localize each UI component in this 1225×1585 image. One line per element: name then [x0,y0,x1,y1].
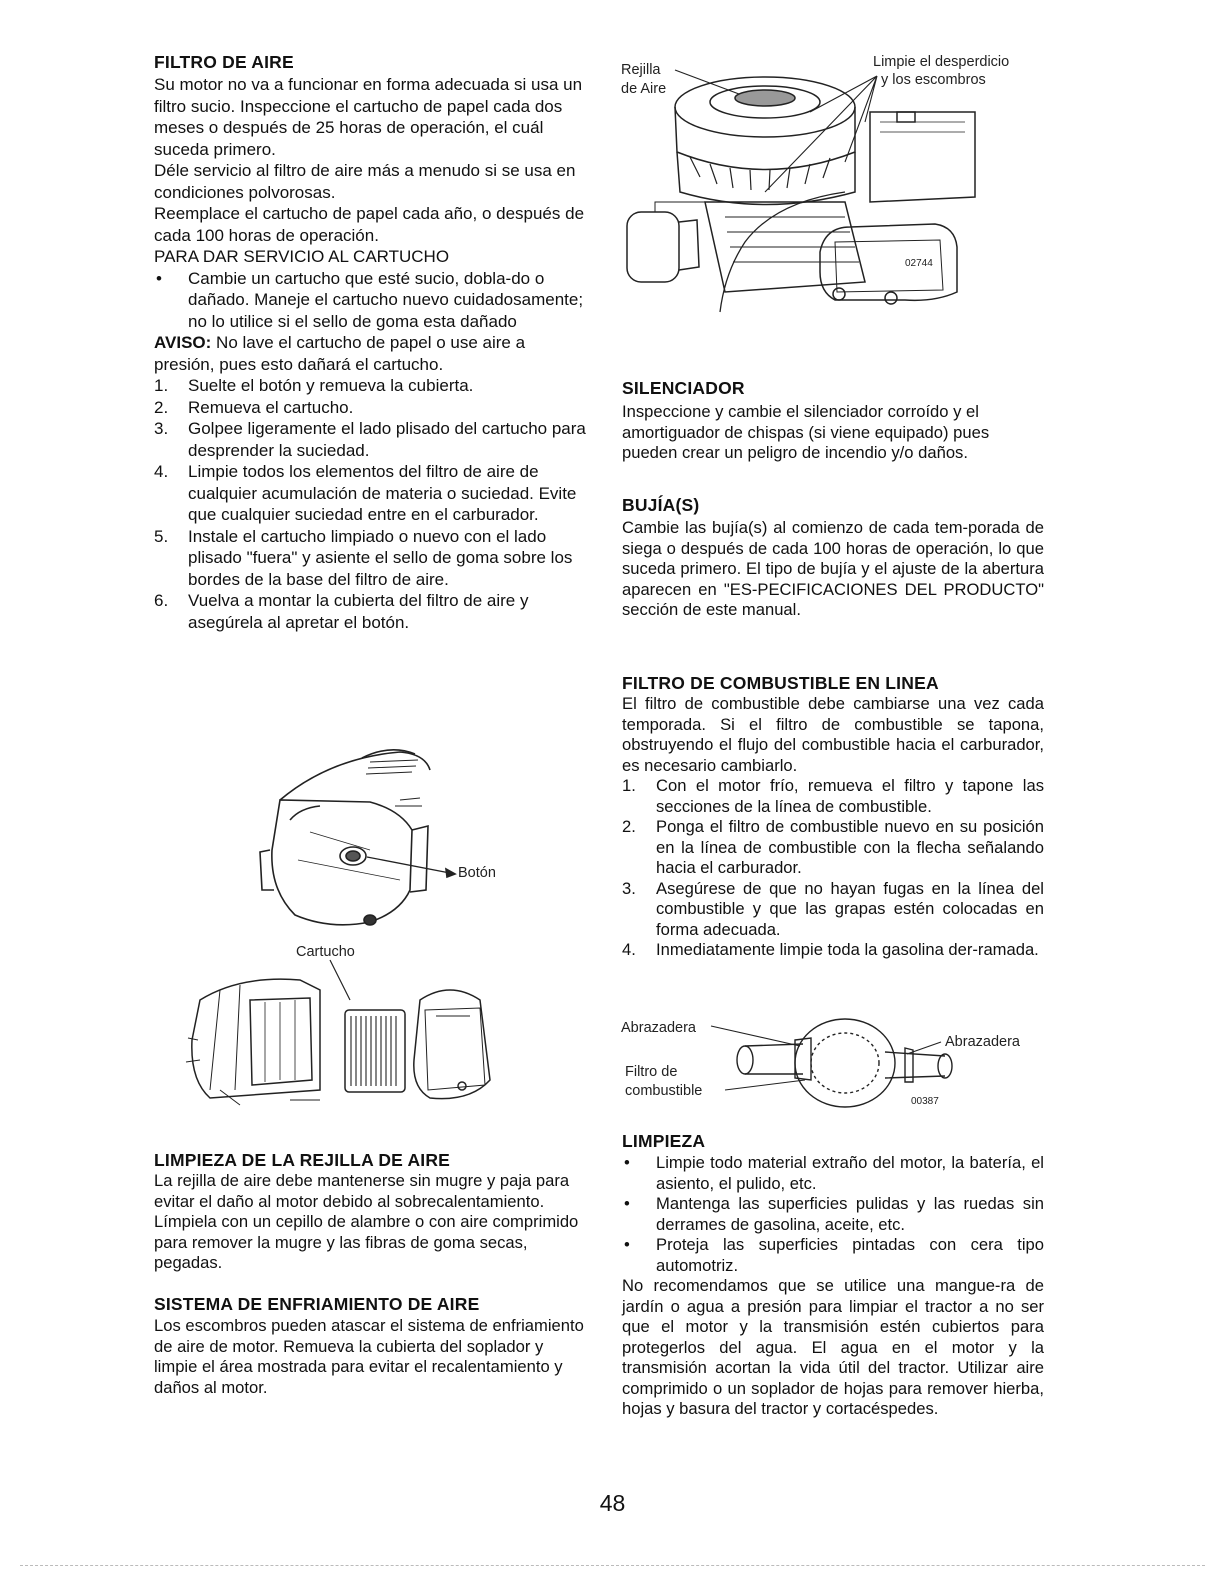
bullet-marker: • [624,1194,630,1213]
list-item [622,940,1044,961]
step-number: 5. [154,526,169,546]
step-text: Golpee ligeramente el lado plisado del cartucho para desprender la suciedad. [188,419,586,460]
bullet-text: Cambie un cartucho que esté sucio, dobla-do o dañado. Maneje el cartucho nuevo cuidadosamente; no lo utilice si el sello de goma esta dañado [188,268,584,331]
label-abrazadera-left: Abrazadera [621,1020,696,1036]
step-number: 2. [622,817,636,836]
step-number: 3. [622,878,636,898]
combustible-body [622,694,1044,961]
limpieza-body [622,1153,1044,1420]
page-number: 48 [599,1490,626,1516]
label-filtro-line1: Filtro de [625,1064,678,1080]
label-rejilla-line1: Rejilla [621,62,661,78]
section-title-bujias: BUJÍA(S) [622,495,700,515]
silenciador-body: Inspeccione y cambie el silenciador corroído y el amortiguador de chispas (si viene equipado) pues pueden crear un peligro de incendio y/o daños. [622,402,990,462]
list-item [154,397,586,419]
section-title-limpieza-rejilla: LIMPIEZA DE LA REJILLA DE AIRE [154,1150,451,1170]
step-text: Vuelva a montar la cubierta del filtro de aire y asegúrela al apretar el botón. [188,591,529,632]
step-text: Ponga el filtro de combustible nuevo en su posición en la línea de combustible con la flecha señalando hacia el carburador. [656,817,1044,877]
filtro-paragraph-3: Reemplace el cartucho de papel cada año, o después de cada 100 horas de operación. [154,204,585,245]
step-number: 1. [622,776,636,795]
scan-edge-divider [20,1565,1205,1566]
list-item [622,1153,1044,1194]
bullet-marker: • [156,268,162,288]
aviso-paragraph [154,332,586,375]
bullet-text: Mantenga las superficies pulidas y las ruedas sin derrames de gasolina, aceite, etc. [656,1194,1044,1234]
step-text: Asegúrese de que no hayan fugas en la línea del combustible y que las grapas estén colocadas en forma adecuada. [656,878,1044,939]
section-title-limpieza: LIMPIEZA [622,1131,706,1151]
bullet-text: Limpie todo material extraño del motor, la batería, el asiento, el pulido, etc. [656,1153,1044,1193]
section-title-filtro-combustible: FILTRO DE COMBUSTIBLE EN LINEA [622,673,939,693]
bullet-marker: • [624,1153,630,1172]
step-text: Suelte el botón y remueva la cubierta. [188,376,474,395]
filtro-steps-list [154,375,586,633]
bullet-text: Proteja las superficies pintadas con cera tipo automotriz. [656,1235,1044,1275]
section-title-filtro-de-aire: FILTRO DE AIRE [154,52,294,72]
filtro-bullet-list [154,268,586,333]
aviso-text: No lave el cartucho de papel o use aire a presión, pues esto dañará el cartucho. [154,333,526,374]
list-item [154,268,586,333]
filtro-subhead: PARA DAR SERVICIO AL CARTUCHO [154,247,450,266]
bullet-marker: • [624,1235,630,1254]
filtro-paragraph-1: Su motor no va a funcionar en forma adecuada si usa un filtro sucio. Inspeccione el cartucho de papel cada dos meses o después de 25 horas de operación, el cuál suceda primero. [154,75,583,159]
step-text: Inmediatamente limpie toda la gasolina der-ramada. [656,940,1039,959]
list-item [154,590,586,633]
step-text: Remueva el cartucho. [188,397,354,417]
enfriamiento-body: Los escombros pueden atascar el sistema de enfriamiento de aire de motor. Remueva la cubierta del soplador y limpie el área mostrada para evitar el recalentamiento y daños al motor. [154,1316,584,1397]
list-item [622,1194,1044,1235]
limpieza-paragraph: No recomendamos que se utilice una mangue-ra de jardín o agua a presión para limpiar el tractor a no ser que el motor y la transmisión estén cubiertos para protegerlos del agua. El agua en el motor y la transmisión acortan la vida útil del tractor. Utilizar aire comprimido o un soplador de hojas para remover hierba, hojas y basura del tractor y cortacéspedes. [622,1276,1044,1418]
figure-fuel-filter [615,1008,1055,1118]
figure-engine-air-screen [615,52,1055,302]
step-number: 6. [154,591,169,610]
step-number: 4. [622,940,636,959]
list-item [154,461,586,526]
step-number: 2. [154,397,169,417]
figure-label-cartucho: Cartucho [296,944,355,960]
limpieza-bullet-list [622,1153,1044,1276]
engine-figure-code: 02744 [905,258,933,269]
figure-air-filter-cartridge [180,940,510,1110]
step-text: Instale el cartucho limpiado o nuevo con el lado plisado "fuera" y asiente el sello de goma sobre los bordes de la base del filtro de aire. [188,526,573,589]
list-item [622,1235,1044,1276]
fuel-filter-figure-code: 00387 [911,1096,939,1107]
combustible-paragraph: El filtro de combustible debe cambiarse una vez cada temporada. Si el filtro de combustible se tapona, obstruyendo el flujo del combustible hacia el carburador, es necesario cambiarlo. [622,694,1044,775]
label-abrazadera-right: Abrazadera [945,1034,1020,1050]
bujias-body: Cambie las bujía(s) al comienzo de cada tem-porada de siega o después de cada 100 horas de operación, lo que suceda primero. El tipo de bujía y el ajuste de la abertura aparecen en "ES-PECIFICACIONES DEL PRODUCTO" sección de este manual. [622,518,1044,619]
label-limpie-line1: Limpie el desperdicio [873,54,1010,70]
list-item [622,776,1044,817]
label-limpie-line2: y los escombros [881,72,986,88]
step-text: Limpie todos los elementos del filtro de aire de cualquier acumulación de materia o suciedad. Evite que cualquier suciedad entre en el carburador. [188,462,577,524]
combustible-steps-list [622,776,1044,961]
list-item [622,879,1044,941]
step-number: 4. [154,462,169,481]
list-item [154,418,586,461]
figure-label-boton: Botón [458,865,496,881]
list-item [622,817,1044,879]
list-item [154,526,586,591]
figure-air-filter-button [250,740,530,960]
filtro-body [154,74,586,633]
label-filtro-line2: combustible [625,1083,703,1099]
filtro-paragraph-2: Déle servicio al filtro de aire más a menudo si se usa en condiciones polvorosas. [154,161,576,202]
step-text: Con el motor frío, remueva el filtro y tapone las secciones de la línea de combustible. [656,776,1044,816]
label-rejilla-line2: de Aire [621,81,667,97]
step-number: 1. [154,376,169,395]
section-title-silenciador: SILENCIADOR [622,378,745,398]
rejilla-body: La rejilla de aire debe mantenerse sin mugre y paja para evitar el daño al motor debido al sobrecalentamiento. Límpiela con un cepillo de alambre o con aire comprimido para remover la mugre y las fibras de goma secas, pegadas. [154,1171,579,1272]
aviso-label: AVISO: [154,333,212,352]
step-number: 3. [154,419,169,438]
section-title-enfriamiento: SISTEMA DE ENFRIAMIENTO DE AIRE [154,1294,480,1314]
list-item [154,375,586,397]
